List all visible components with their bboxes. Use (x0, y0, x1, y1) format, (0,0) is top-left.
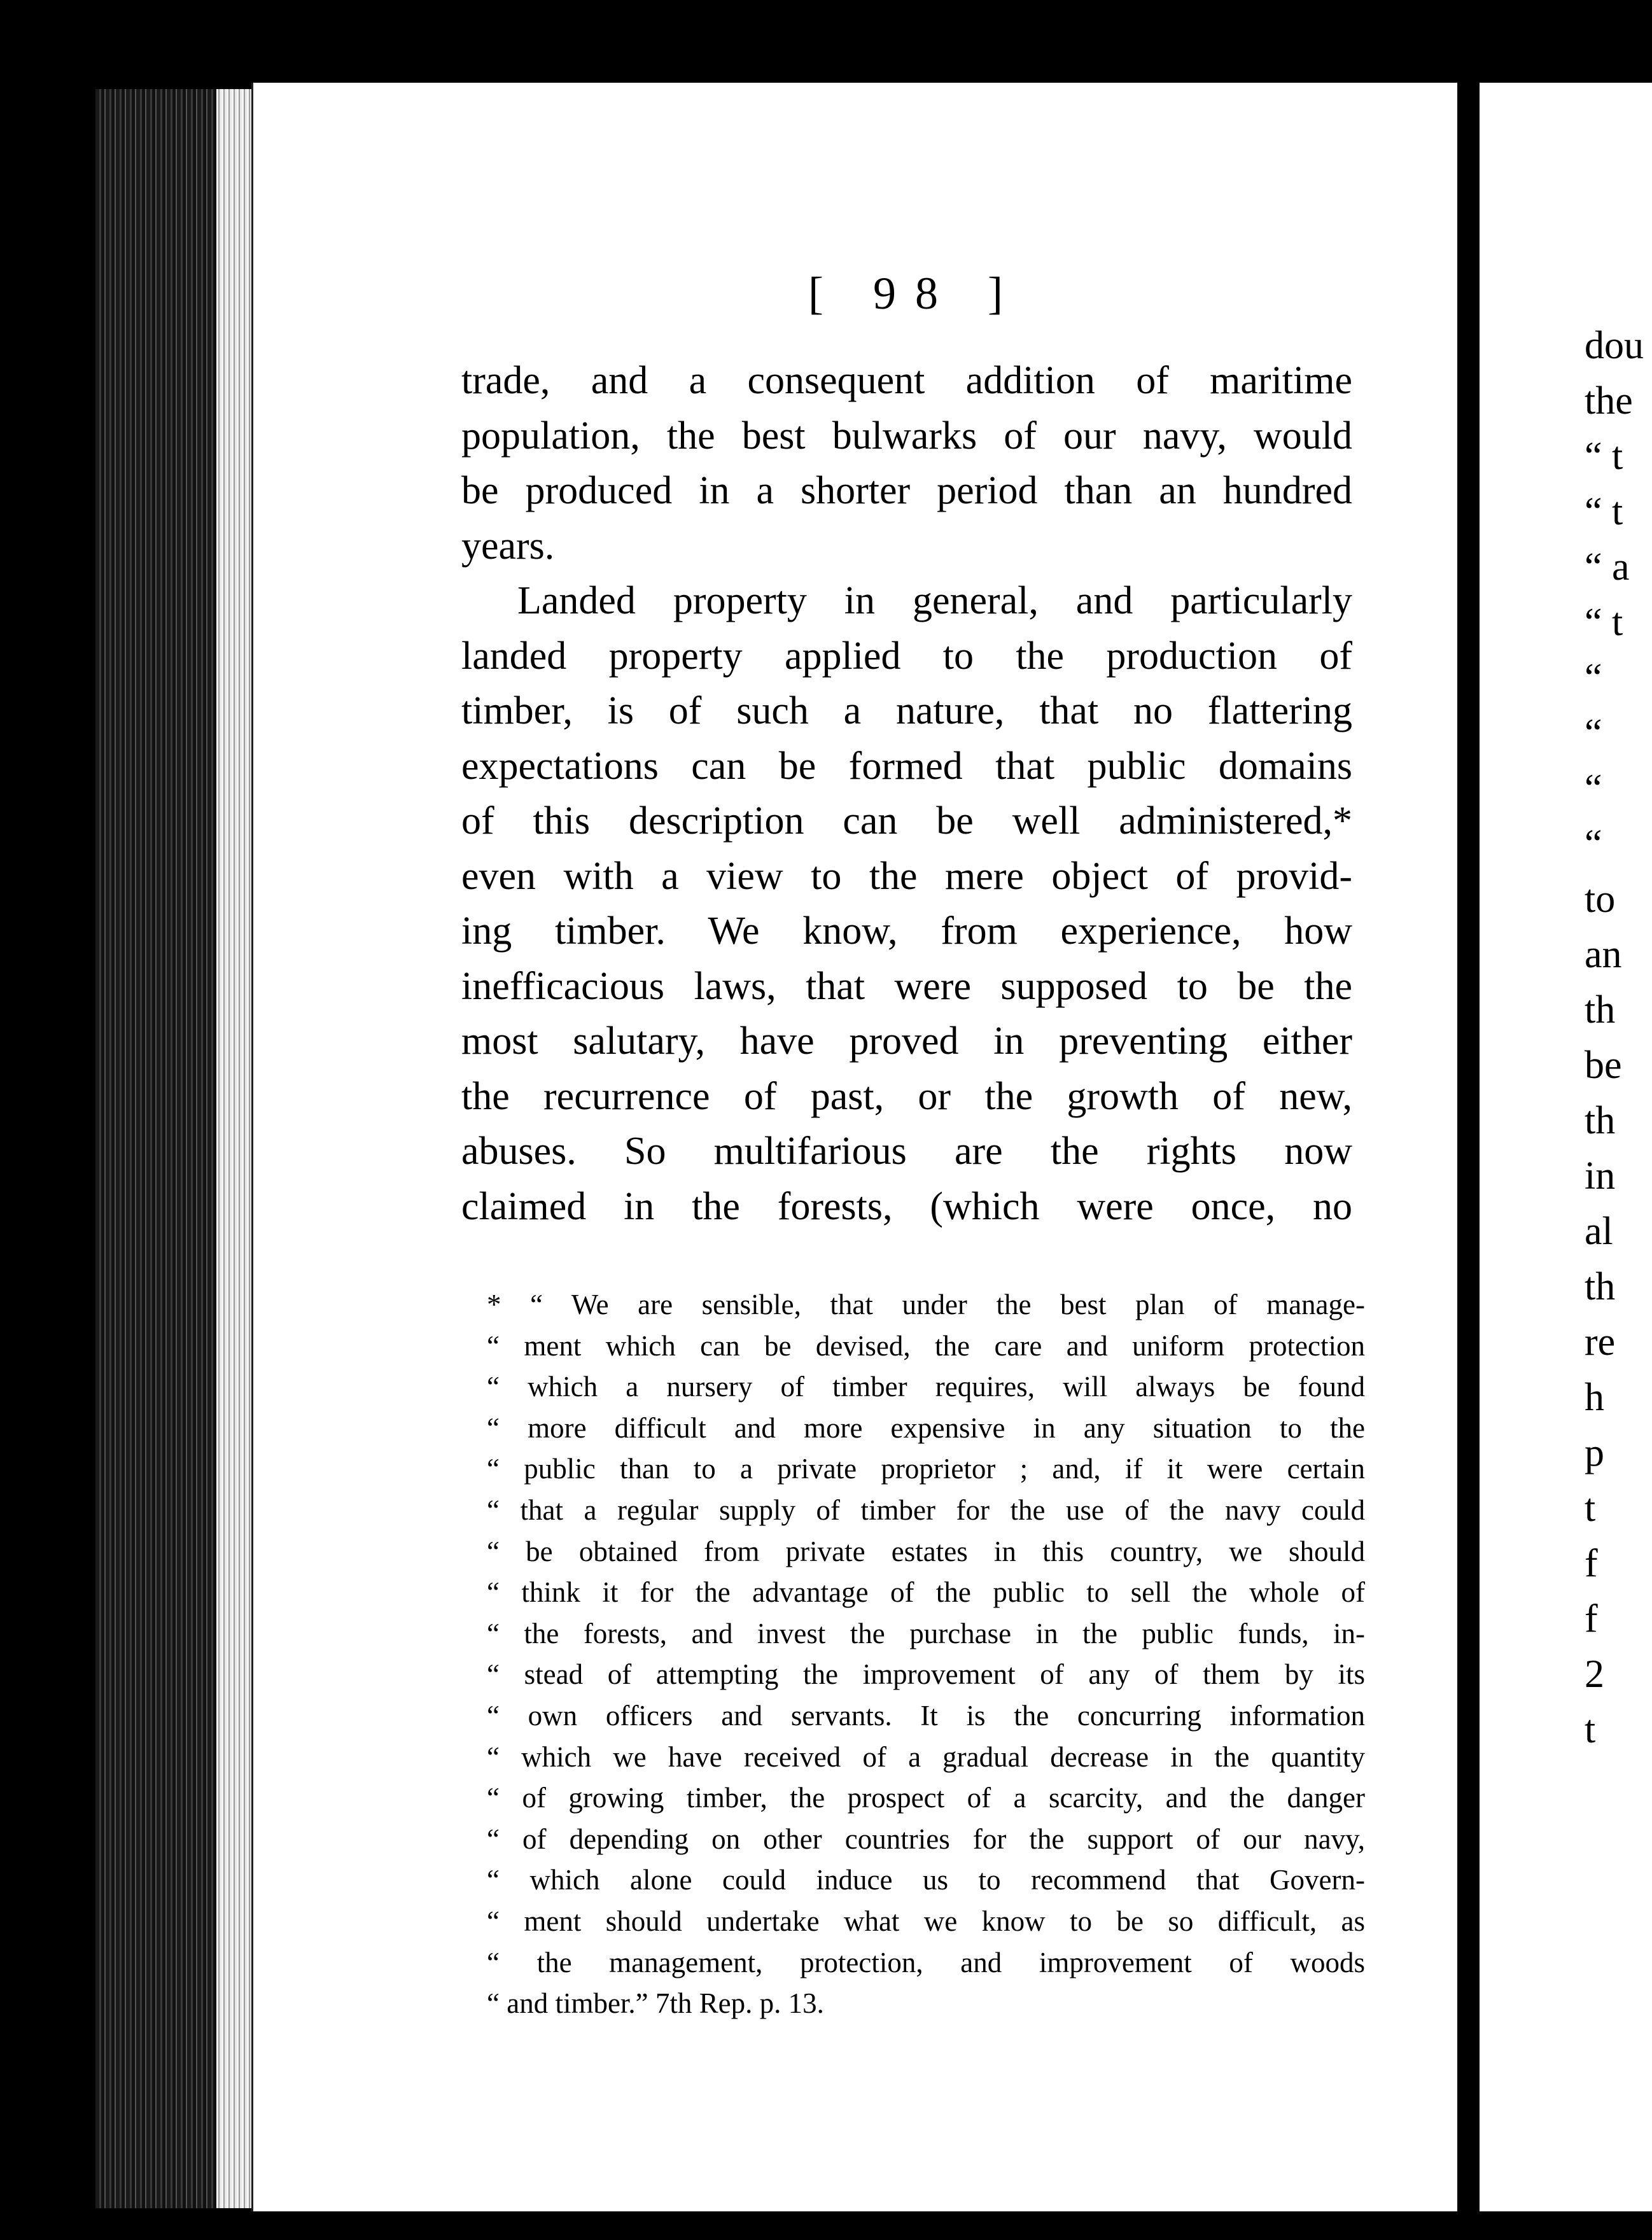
footnote-line: “ which a nursery of timber requires, will always be found (487, 1371, 1365, 1403)
facing-line: “ (1585, 822, 1602, 865)
body-line: landed property applied to the production of (461, 634, 1352, 678)
body-line: inefficacious laws, that were supposed to be the (461, 964, 1352, 1008)
body-line: ing timber. We know, from experience, how (461, 909, 1352, 953)
body-line: most salutary, have proved in preventing either (461, 1019, 1352, 1063)
body-line: population, the best bulwarks of our navy, would (461, 414, 1352, 458)
facing-line: t (1585, 1708, 1596, 1751)
facing-line: f (1585, 1597, 1598, 1641)
page-stack-edge (216, 89, 255, 2208)
footnote-line: “ the management, protection, and improvement of woods (487, 1946, 1365, 1978)
footnote-line: “ and timber.” 7th Rep. p. 13. (487, 1987, 824, 2020)
footnote-line: “ ment should undertake what we know to be so difficult, as (487, 1905, 1365, 1937)
facing-line: th (1585, 1099, 1616, 1142)
footnote (487, 1284, 1365, 2024)
facing-line: 2 (1585, 1653, 1604, 1696)
facing-line: “ t (1585, 601, 1623, 644)
footnote-line: “ public than to a private proprietor ; and, if it were certain (487, 1453, 1365, 1485)
footnote-line: “ which we have received of a gradual decrease in the quantity (487, 1740, 1365, 1773)
facing-line: be (1585, 1044, 1622, 1087)
footnote-line: “ stead of attempting the improvement of any of them by its (487, 1658, 1365, 1691)
body-line: timber, is of such a nature, that no flattering (461, 689, 1352, 732)
facing-line: “ t (1585, 435, 1623, 478)
footnote-line: “ the forests, and invest the purchase in the public funds, in- (487, 1617, 1365, 1649)
facing-line: h (1585, 1376, 1604, 1419)
footnote-line: “ be obtained from private estates in this country, we should (487, 1535, 1365, 1567)
footnote-line: “ own officers and servants. It is the concurring information (487, 1699, 1365, 1732)
body-line: claimed in the forests, (which were once, no (461, 1184, 1352, 1228)
body-line: be produced in a shorter period than an hundred (461, 469, 1352, 512)
body-line: abuses. So multifarious are the rights now (461, 1130, 1352, 1173)
page-number: [ 98 ] (808, 268, 1022, 319)
facing-line: “ (1585, 656, 1602, 699)
footnote-line: “ that a regular supply of timber for the use of the navy could (487, 1494, 1365, 1526)
facing-line: the (1585, 379, 1633, 423)
facing-line: an (1585, 933, 1622, 976)
facing-line: t (1585, 1487, 1596, 1530)
facing-line: th (1585, 988, 1616, 1032)
footnote-line: “ more difficult and more expensive in any situation to the (487, 1411, 1365, 1444)
body-line: even with a view to the mere object of provid- (461, 854, 1352, 898)
facing-page-fragments (1585, 318, 1652, 1758)
body-line: of this description can be well administered,* (461, 799, 1352, 843)
body-line: Landed property in general, and particularly (517, 579, 1352, 622)
facing-line: to (1585, 878, 1616, 921)
facing-line: f (1585, 1542, 1598, 1585)
facing-line: p (1585, 1431, 1604, 1474)
facing-line: “ (1585, 767, 1602, 810)
facing-line: dou (1585, 324, 1644, 367)
footnote-line: “ which alone could induce us to recommend that Govern- (487, 1864, 1365, 1896)
facing-line: al (1585, 1210, 1613, 1253)
body-line: expectations can be formed that public domains (461, 744, 1352, 788)
body-line: years. (461, 524, 555, 568)
body-line: trade, and a consequent addition of maritime (461, 359, 1352, 402)
footnote-line: “ ment which can be devised, the care and uniform protection (487, 1329, 1365, 1362)
body-text (461, 353, 1352, 1234)
facing-line: “ a (1585, 545, 1630, 589)
footnote-line: * “ We are sensible, that under the best plan of manage- (487, 1289, 1365, 1320)
footnote-line: “ of growing timber, the prospect of a scarcity, and the danger (487, 1782, 1365, 1814)
facing-line: th (1585, 1265, 1616, 1308)
facing-line: re (1585, 1320, 1616, 1364)
facing-line: “ (1585, 711, 1602, 755)
facing-line: in (1585, 1154, 1616, 1198)
footnote-line: “ of depending on other countries for the support of our navy, (487, 1823, 1365, 1855)
footnote-line: “ think it for the advantage of the public to sell the whole of (487, 1576, 1365, 1609)
body-line: the recurrence of past, or the growth of new, (461, 1074, 1352, 1118)
facing-line: “ t (1585, 490, 1623, 533)
